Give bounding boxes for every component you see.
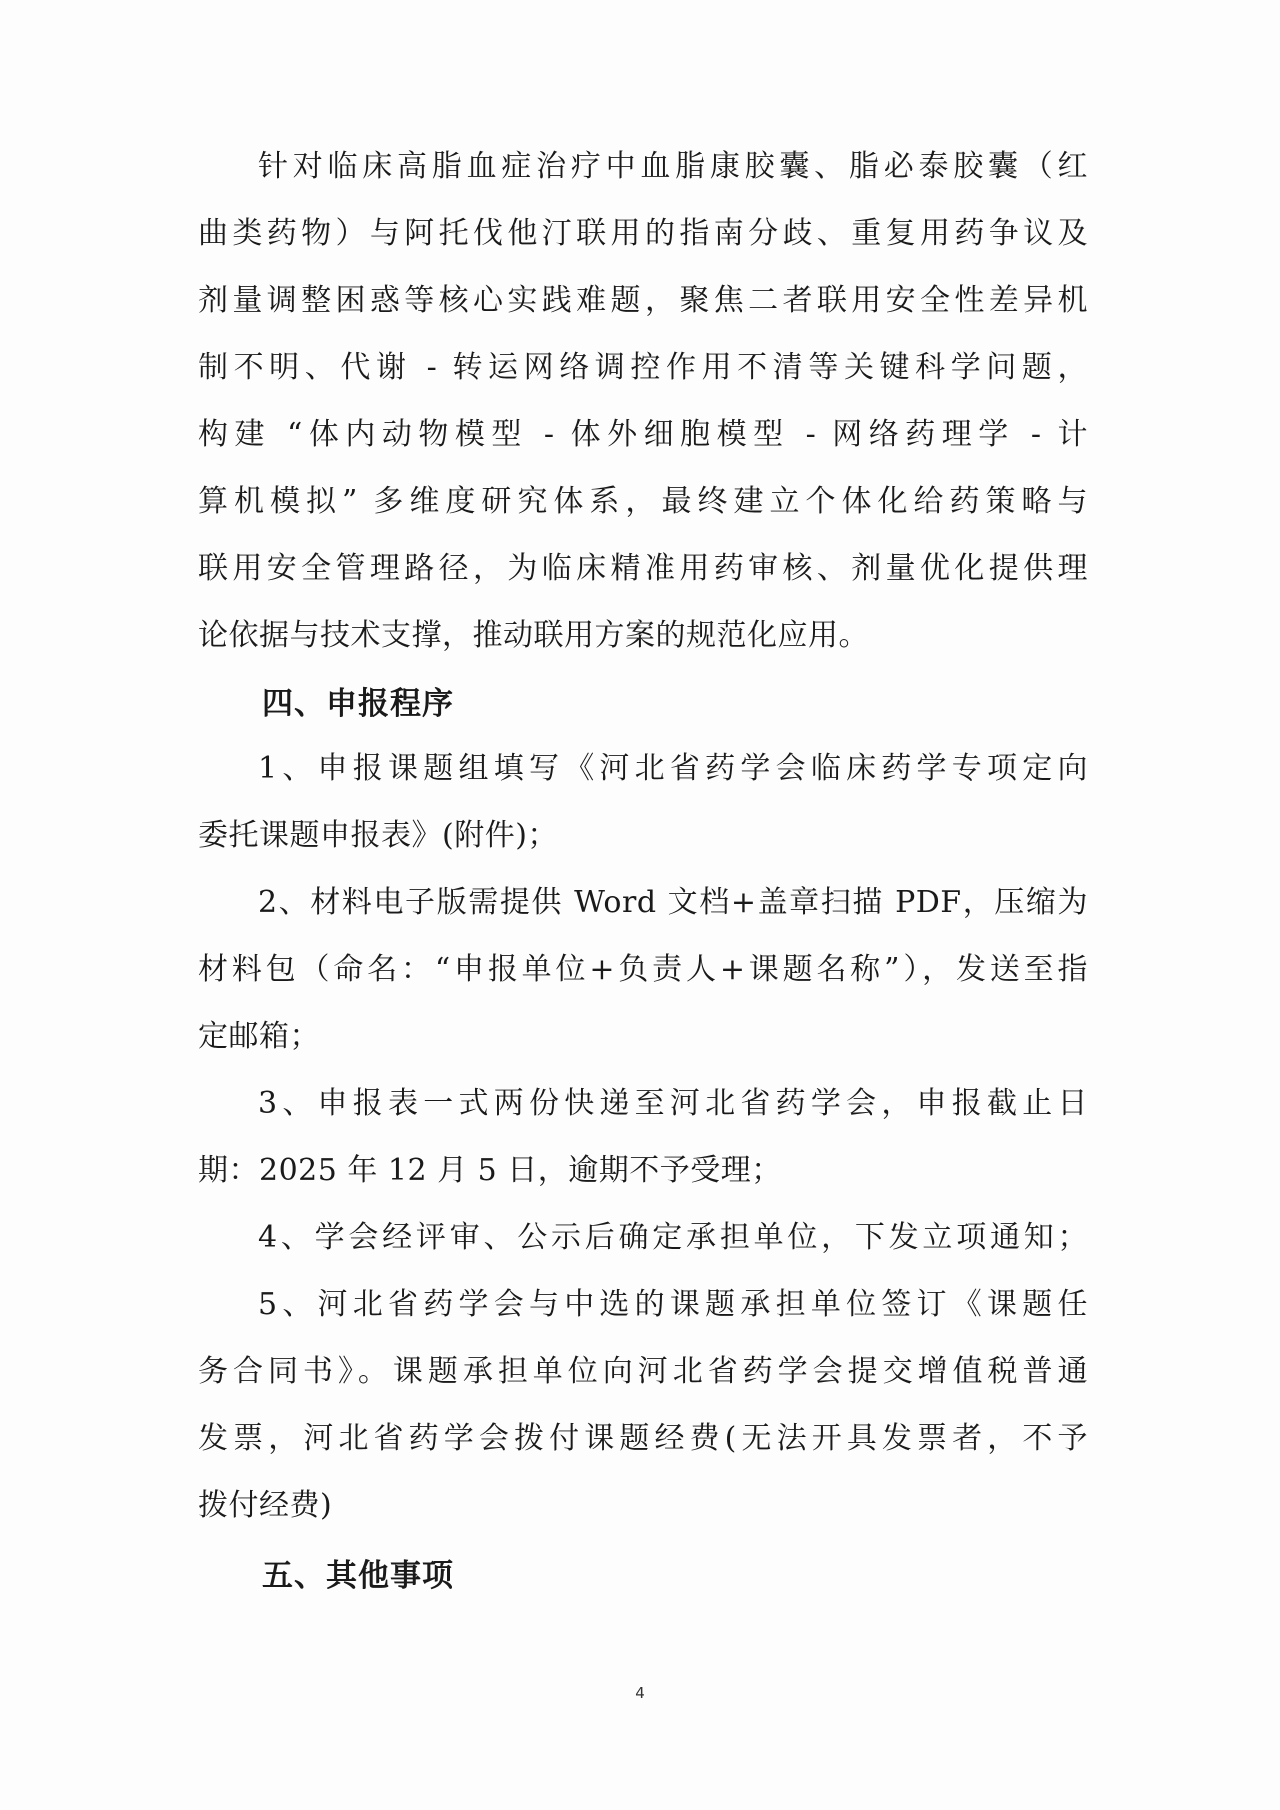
- paragraph-line: 制不明、代谢 - 转运网络调控作用不清等关键科学问题，: [198, 350, 1088, 385]
- paragraph-line: 针对临床高脂血症治疗中血脂康胶囊、脂必泰胶囊（红: [258, 149, 1088, 184]
- paragraph-line: 论依据与技术支撑，推动联用方案的规范化应用。: [198, 618, 869, 653]
- section-heading-other-matters: 五、其他事项: [262, 1558, 454, 1594]
- list-item-line: 1、申报课题组填写《河北省药学会临床药学专项定向: [258, 751, 1088, 786]
- list-item-line: 3、申报表一式两份快递至河北省药学会，申报截止日: [258, 1086, 1088, 1121]
- paragraph-line: 曲类药物）与阿托伐他汀联用的指南分歧、重复用药争议及: [198, 216, 1088, 251]
- list-item-line: 委托课题申报表》(附件)；: [198, 818, 558, 853]
- paragraph-line: 算机模拟” 多维度研究体系，最终建立个体化给药策略与: [198, 484, 1088, 519]
- page-number: 4: [635, 1684, 645, 1702]
- list-item-line: 拨付经费): [198, 1488, 333, 1523]
- list-item-line: 发票，河北省药学会拨付课题经费(无法开具发票者，不予: [198, 1421, 1088, 1456]
- list-item-line: 务合同书》。课题承担单位向河北省药学会提交增值税普通: [198, 1354, 1088, 1389]
- paragraph-line: 构建 “体内动物模型 - 体外细胞模型 - 网络药理学 - 计: [198, 417, 1088, 452]
- list-item-line: 5、河北省药学会与中选的课题承担单位签订《课题任: [258, 1287, 1088, 1322]
- list-item-line: 期：2025 年 12 月 5 日，逾期不予受理；: [198, 1153, 782, 1188]
- list-item-line: 2、材料电子版需提供 Word 文档+盖章扫描 PDF，压缩为: [258, 885, 1088, 920]
- paragraph-line: 联用安全管理路径，为临床精准用药审核、剂量优化提供理: [198, 551, 1088, 586]
- section-heading-application-procedure: 四、申报程序: [262, 686, 454, 722]
- list-item-line: 材料包（命名：“申报单位+负责人+课题名称”），发送至指: [198, 952, 1088, 987]
- paragraph-line: 剂量调整困惑等核心实践难题，聚焦二者联用安全性差异机: [198, 283, 1088, 318]
- list-item-line: 4、学会经评审、公示后确定承担单位，下发立项通知；: [258, 1220, 1088, 1255]
- list-item-line: 定邮箱；: [198, 1019, 320, 1054]
